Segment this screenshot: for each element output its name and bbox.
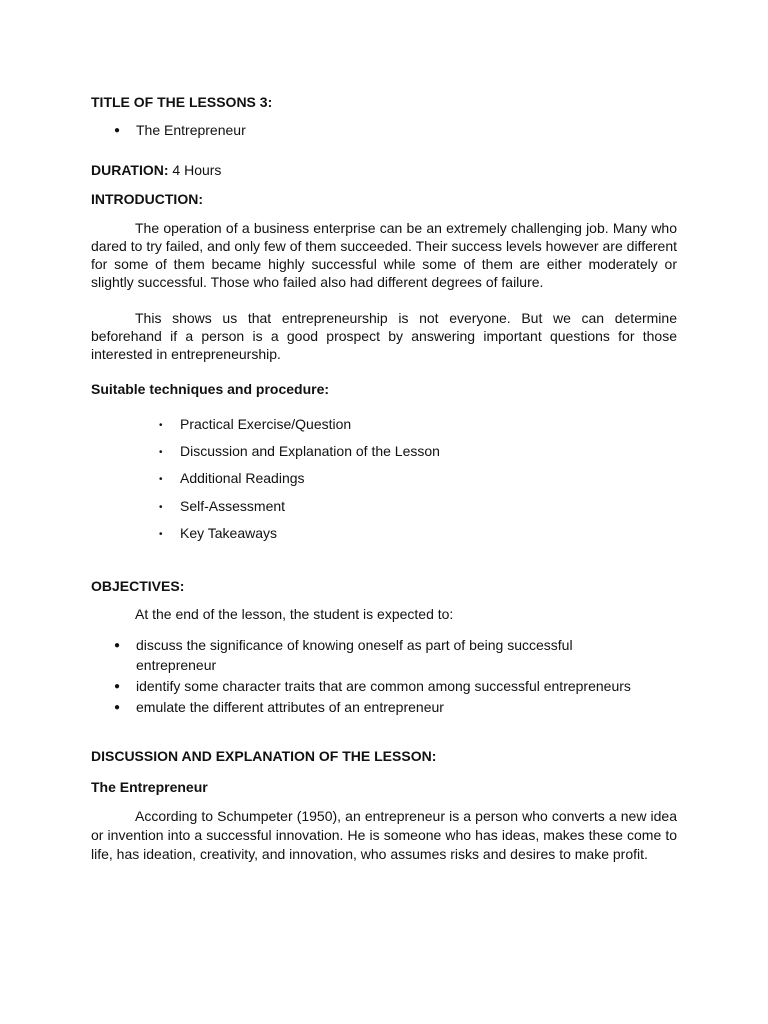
bullet-icon: •	[159, 502, 163, 513]
duration-line	[91, 161, 677, 179]
bullet-icon: ●	[114, 681, 121, 692]
duration-value: 4 Hours	[172, 162, 222, 178]
bullet-icon: ●	[114, 640, 121, 651]
lesson-title-item: The Entrepreneur	[136, 122, 246, 138]
discussion-heading: DISCUSSION AND EXPLANATION OF THE LESSON:	[91, 748, 437, 764]
bullet-icon: •	[159, 447, 163, 458]
lesson-title-label: TITLE OF THE LESSONS 3:	[91, 94, 273, 110]
bullet-icon: ●	[114, 125, 121, 136]
techniques-heading: Suitable techniques and procedure:	[91, 381, 330, 397]
bullet-icon: •	[159, 474, 163, 485]
introduction-paragraph-1: The operation of a business enterprise can be an extremely challenging job. Many who dared to try failed, and only few of them succeeded. Their success levels however are different for some of them became highly successful while some of them are either moderately or slightly successful. Those who failed also had different degrees of failure.	[91, 220, 677, 290]
introduction-heading: INTRODUCTION:	[91, 191, 203, 207]
document-page: TITLE OF THE LESSONS 3: ● The Entrepreneur DURATION: 4 Hours INTRODUCTION: The operation of a business enterprise can be an extremely challenging job. Many who dared to try failed, and only few of them succeeded. Their success levels however are different for some of them became highly successful while some of them are either moderately or slightly successful. Those who failed also had different degrees of failure. This shows us that entrepreneurship is not everyone. But we can determine beforehand if a person is a good prospect by answering important questions for those interested in entrepreneurship. Suitable techniques and procedure: • Practical Exercise/Question • Discussion and Explanation of the Lesson • Additional Readings • Self-Assessment • Key Takeaways OBJECTIVES: At the end of the lesson, the student is expected to: ● discuss the significance of knowing oneself as part of being successful entrepreneur ● identify some character traits that are common among successful entrepreneurs ● emulate the different attributes of an entrepreneur DISCUSSION AND EXPLANATION OF THE LESSON: The Entrepreneur According to Schumpeter (1950), an entrepreneur is a person who converts a new idea or invention into a successful innovation. He is someone who has ideas, makes these come to life, has ideation, creativity, and innovation, who assumes risks and desires to make profit.	[91, 94, 677, 862]
discussion-subheading: The Entrepreneur	[91, 779, 208, 795]
duration-label: DURATION:	[91, 162, 169, 178]
objectives-heading: OBJECTIVES:	[91, 578, 185, 594]
bullet-icon: •	[159, 420, 163, 431]
introduction-paragraph-2: This shows us that entrepreneurship is not everyone. But we can determine beforehand if a person is a good prospect by answering important questions for those interested in entrepreneurship.	[91, 310, 677, 362]
bullet-icon: ●	[114, 702, 121, 713]
discussion-paragraph: According to Schumpeter (1950), an entrepreneur is a person who converts a new idea or invention into a successful innovation. He is someone who has ideas, makes these come to life, has ideation, creativity, and innovation, who assumes risks and desires to make profit.	[91, 808, 677, 862]
bullet-icon: •	[159, 529, 163, 540]
